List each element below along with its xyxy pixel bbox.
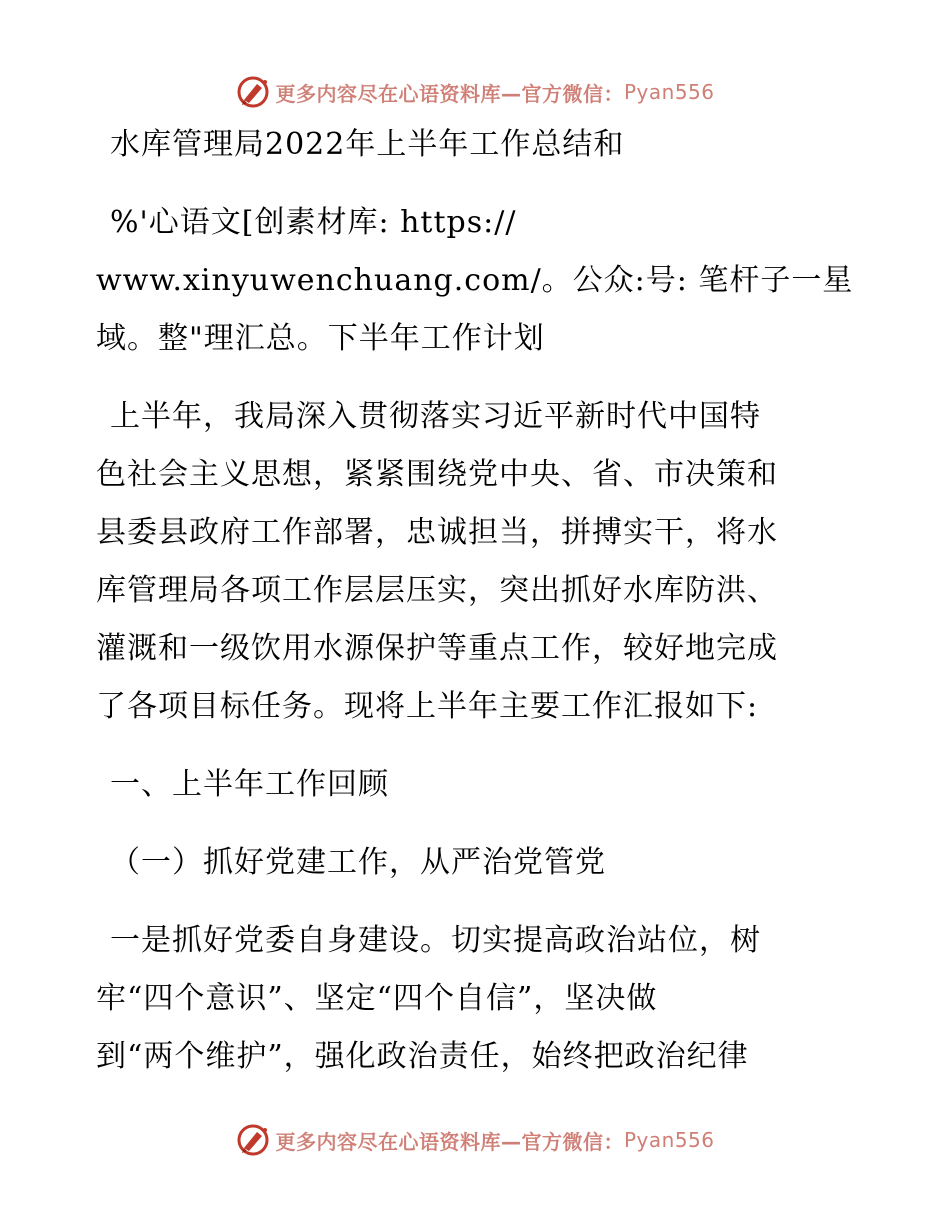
title-line: %'心语文[创素材库: https://	[110, 205, 517, 240]
banner-text: 更多内容尽在心语资料库—官方微信：	[275, 81, 624, 106]
pen-logo-icon	[235, 74, 271, 110]
title-line: 水库管理局2022年上半年工作总结和	[110, 127, 625, 162]
paragraph-line: 上半年，我局深入贯彻落实习近平新时代中国特	[110, 399, 761, 434]
section-heading: 一、上半年工作回顾	[110, 767, 389, 802]
body-paragraph	[96, 912, 856, 1086]
paragraph-line: 牢“四个意识”、坚定“四个自信”，坚决做	[96, 981, 658, 1016]
intro-paragraph	[96, 388, 856, 736]
paragraph-line: 一是抓好党委自身建设。切实提高政治站位，树	[110, 923, 761, 958]
footer-banner	[0, 1120, 950, 1160]
subsection-heading: （一）抓好党建工作，从严治党管党	[110, 845, 606, 880]
paragraph-line: 了各项目标任务。现将上半年主要工作汇报如下:	[96, 689, 759, 724]
banner-wechat-id: Pyan556	[623, 80, 715, 104]
paragraph-line: 库管理局各项工作层层压实，突出抓好水库防洪、	[96, 573, 778, 608]
pen-logo-icon	[235, 1122, 271, 1158]
paragraph-line: 到“两个维护”，强化政治责任，始终把政治纪律	[96, 1039, 749, 1074]
document-body	[96, 116, 856, 1086]
title-line: www.xinyuwenchuang.com/。公众:号: 笔杆子一星	[96, 263, 854, 298]
banner-wechat-id: Pyan556	[623, 1128, 715, 1152]
document-subtitle	[96, 194, 856, 368]
banner-text: 更多内容尽在心语资料库—官方微信：	[275, 1129, 624, 1154]
header-banner	[0, 72, 950, 112]
document-title	[96, 116, 856, 174]
paragraph-line: 色社会主义思想，紧紧围绕党中央、省、市决策和	[96, 457, 778, 492]
paragraph-line: 灌溉和一级饮用水源保护等重点工作，较好地完成	[96, 631, 778, 666]
paragraph-line: 县委县政府工作部署，忠诚担当，拼搏实干，将水	[96, 515, 778, 550]
title-line: 域。整"理汇总。下半年工作计划	[96, 321, 545, 356]
